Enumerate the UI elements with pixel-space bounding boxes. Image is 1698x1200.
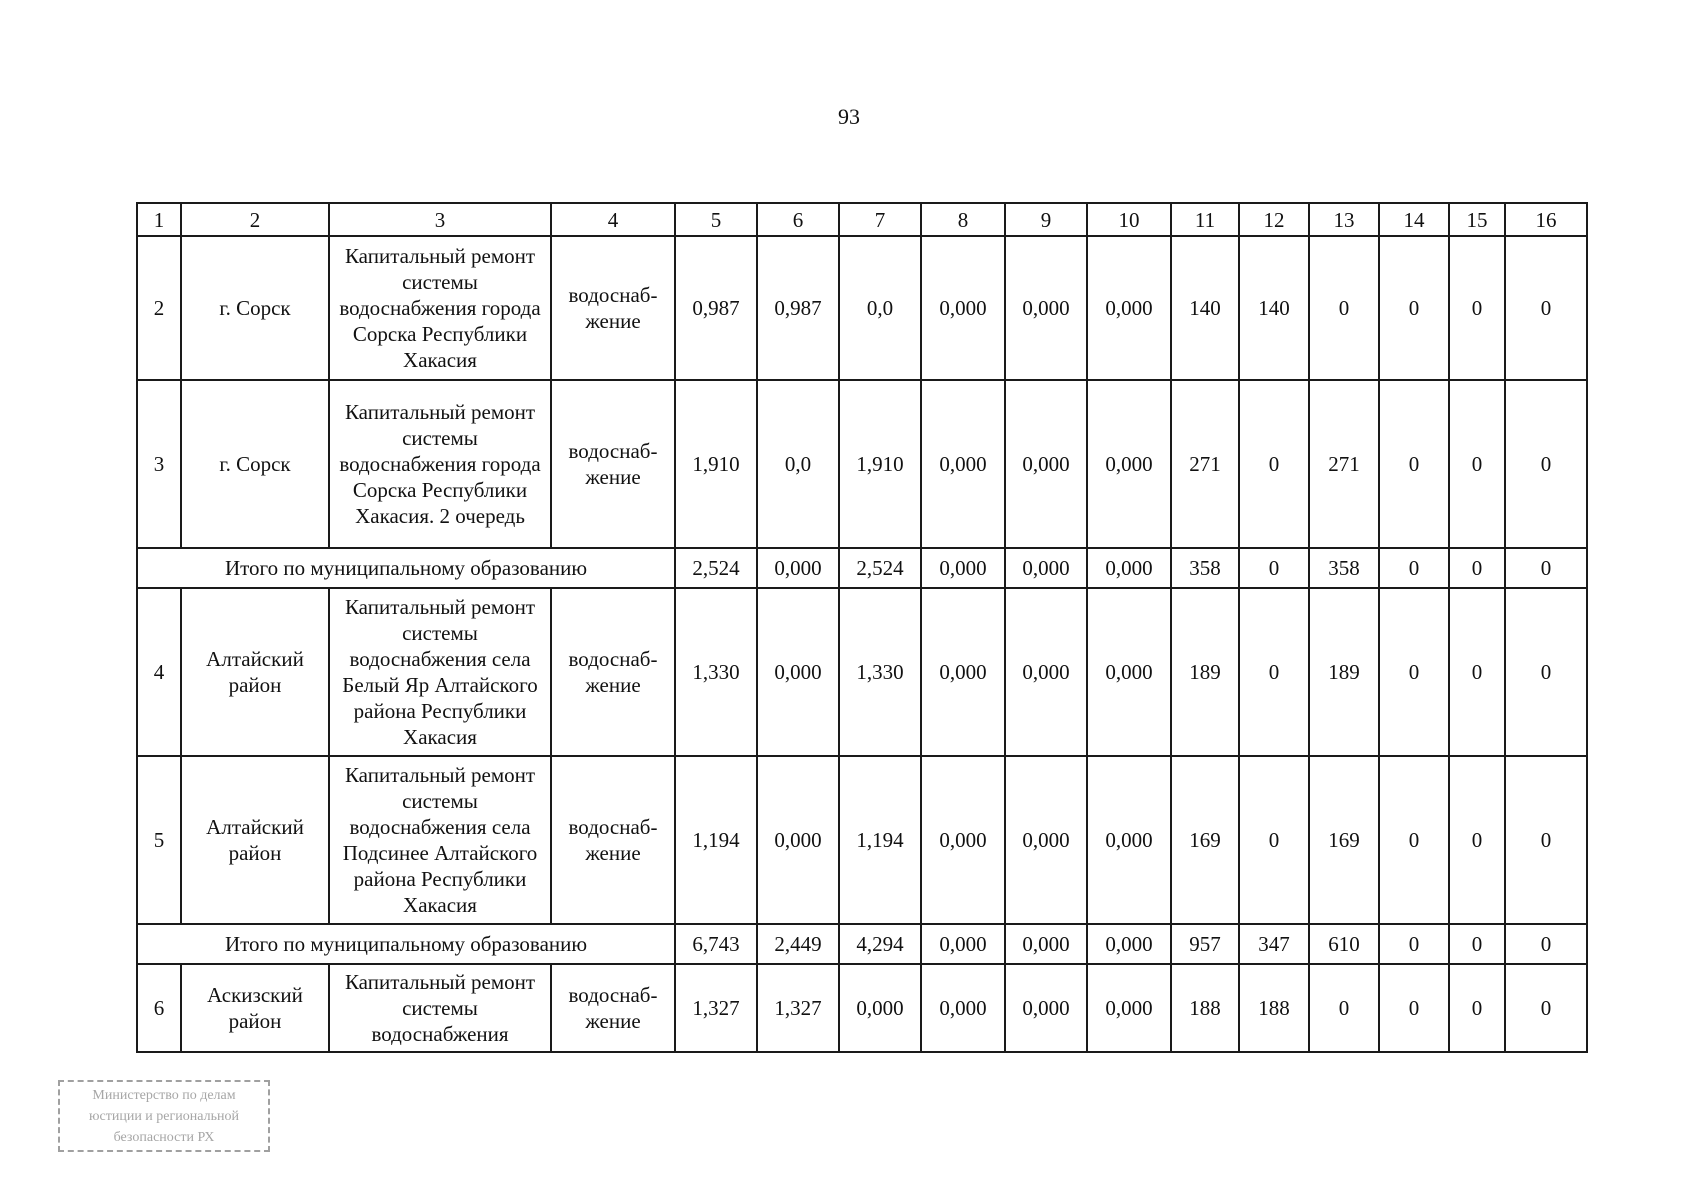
value-cell: 169: [1171, 756, 1239, 924]
column-header: 3: [329, 203, 551, 236]
municipality-cell: Алтайский район: [181, 588, 329, 756]
value-cell: 358: [1309, 548, 1379, 588]
value-cell: 0: [1505, 236, 1587, 380]
table-row: [137, 380, 1587, 548]
value-cell: 0: [1379, 964, 1449, 1052]
project-cell: Капитальный ремонт системы водоснабжения села Белый Яр Алтайского района Республики Хакасия: [329, 588, 551, 756]
value-cell: 0,0: [839, 236, 921, 380]
value-cell: 0: [1449, 756, 1505, 924]
column-header: 10: [1087, 203, 1171, 236]
value-cell: 189: [1171, 588, 1239, 756]
value-cell: 1,194: [675, 756, 757, 924]
value-cell: 0: [1505, 548, 1587, 588]
value-cell: 0,000: [921, 756, 1005, 924]
value-cell: 0: [1309, 236, 1379, 380]
value-cell: 0: [1239, 756, 1309, 924]
value-cell: 0,000: [1087, 964, 1171, 1052]
row-number: 5: [137, 756, 181, 924]
row-number: 2: [137, 236, 181, 380]
value-cell: 358: [1171, 548, 1239, 588]
column-header: 6: [757, 203, 839, 236]
value-cell: 0: [1449, 236, 1505, 380]
table-row: [137, 756, 1587, 924]
value-cell: 2,449: [757, 924, 839, 964]
value-cell: 0,000: [921, 548, 1005, 588]
ministry-stamp: [58, 1080, 270, 1152]
subtotal-row: [137, 548, 1587, 588]
column-header: 2: [181, 203, 329, 236]
column-header: 12: [1239, 203, 1309, 236]
table-row: [137, 588, 1587, 756]
value-cell: 0,0: [757, 380, 839, 548]
stamp-line: Министерство по делам: [92, 1088, 236, 1103]
value-cell: 0,000: [839, 964, 921, 1052]
value-cell: 0,000: [1087, 924, 1171, 964]
value-cell: 0,000: [921, 964, 1005, 1052]
column-header: 11: [1171, 203, 1239, 236]
value-cell: 0: [1379, 924, 1449, 964]
category-cell: водоснаб-жение: [551, 588, 675, 756]
value-cell: 1,910: [675, 380, 757, 548]
column-header: 7: [839, 203, 921, 236]
row-number: 6: [137, 964, 181, 1052]
project-cell: Капитальный ремонт системы водоснабжения города Сорска Республики Хакасия. 2 очередь: [329, 380, 551, 548]
value-cell: 0,000: [1005, 924, 1087, 964]
municipality-cell: г. Сорск: [181, 380, 329, 548]
column-header: 9: [1005, 203, 1087, 236]
value-cell: 0: [1309, 964, 1379, 1052]
value-cell: 188: [1239, 964, 1309, 1052]
value-cell: 1,910: [839, 380, 921, 548]
value-cell: 0: [1449, 380, 1505, 548]
table-row: [137, 236, 1587, 380]
value-cell: 0: [1379, 548, 1449, 588]
row-number: 3: [137, 380, 181, 548]
value-cell: 957: [1171, 924, 1239, 964]
category-cell: водоснаб-жение: [551, 964, 675, 1052]
value-cell: 0,000: [757, 756, 839, 924]
value-cell: 0: [1379, 380, 1449, 548]
value-cell: 0,987: [675, 236, 757, 380]
value-cell: 0: [1505, 964, 1587, 1052]
table-header-row: [137, 203, 1587, 236]
value-cell: 0: [1379, 756, 1449, 924]
value-cell: 1,330: [839, 588, 921, 756]
value-cell: 0,000: [1005, 964, 1087, 1052]
value-cell: 0: [1239, 548, 1309, 588]
value-cell: 1,330: [675, 588, 757, 756]
column-header: 15: [1449, 203, 1505, 236]
value-cell: 6,743: [675, 924, 757, 964]
value-cell: 0,000: [1005, 236, 1087, 380]
stamp-line: юстиции и региональной: [89, 1109, 239, 1124]
value-cell: 0,000: [1005, 756, 1087, 924]
municipality-cell: Аскизский район: [181, 964, 329, 1052]
column-header: 14: [1379, 203, 1449, 236]
municipality-cell: Алтайский район: [181, 756, 329, 924]
value-cell: 271: [1309, 380, 1379, 548]
value-cell: 0: [1449, 964, 1505, 1052]
value-cell: 0,000: [1087, 236, 1171, 380]
value-cell: 0,000: [1087, 380, 1171, 548]
value-cell: 271: [1171, 380, 1239, 548]
value-cell: 0,000: [1005, 548, 1087, 588]
value-cell: 0,000: [1005, 588, 1087, 756]
value-cell: 189: [1309, 588, 1379, 756]
value-cell: 188: [1171, 964, 1239, 1052]
value-cell: 0,000: [921, 924, 1005, 964]
subtotal-label: Итого по муниципальному образованию: [137, 548, 675, 588]
column-header: 16: [1505, 203, 1587, 236]
row-number: 4: [137, 588, 181, 756]
value-cell: 169: [1309, 756, 1379, 924]
value-cell: 2,524: [675, 548, 757, 588]
value-cell: 610: [1309, 924, 1379, 964]
value-cell: 0: [1505, 924, 1587, 964]
value-cell: 0,987: [757, 236, 839, 380]
column-header: 4: [551, 203, 675, 236]
value-cell: 0: [1505, 380, 1587, 548]
value-cell: 1,327: [757, 964, 839, 1052]
value-cell: 0,000: [921, 236, 1005, 380]
value-cell: 0: [1505, 588, 1587, 756]
value-cell: 0,000: [921, 588, 1005, 756]
data-table: [136, 202, 1588, 1053]
value-cell: 4,294: [839, 924, 921, 964]
stamp-line: безопасности РХ: [113, 1130, 215, 1145]
value-cell: 1,194: [839, 756, 921, 924]
project-cell: Капитальный ремонт системы водоснабжения села Подсинее Алтайского района Республики Хакасия: [329, 756, 551, 924]
value-cell: 0: [1449, 924, 1505, 964]
value-cell: 0: [1379, 588, 1449, 756]
column-header: 13: [1309, 203, 1379, 236]
value-cell: 0: [1379, 236, 1449, 380]
value-cell: 0: [1239, 380, 1309, 548]
column-header: 5: [675, 203, 757, 236]
value-cell: 0,000: [1087, 756, 1171, 924]
value-cell: 0: [1239, 588, 1309, 756]
subtotal-row: [137, 924, 1587, 964]
subtotal-label: Итого по муниципальному образованию: [137, 924, 675, 964]
value-cell: 347: [1239, 924, 1309, 964]
value-cell: 0,000: [921, 380, 1005, 548]
value-cell: 140: [1171, 236, 1239, 380]
column-header: 8: [921, 203, 1005, 236]
table-row: [137, 964, 1587, 1052]
value-cell: 0: [1449, 548, 1505, 588]
column-header: 1: [137, 203, 181, 236]
category-cell: водоснаб-жение: [551, 236, 675, 380]
value-cell: 0,000: [1005, 380, 1087, 548]
value-cell: 0,000: [757, 588, 839, 756]
value-cell: 0,000: [757, 548, 839, 588]
value-cell: 0: [1449, 588, 1505, 756]
value-cell: 0: [1505, 756, 1587, 924]
municipality-cell: г. Сорск: [181, 236, 329, 380]
page-number: 93: [838, 104, 860, 129]
value-cell: 1,327: [675, 964, 757, 1052]
value-cell: 2,524: [839, 548, 921, 588]
category-cell: водоснаб-жение: [551, 756, 675, 924]
value-cell: 0,000: [1087, 548, 1171, 588]
project-cell: Капитальный ремонт системы водоснабжения города Сорска Республики Хакасия: [329, 236, 551, 380]
value-cell: 0,000: [1087, 588, 1171, 756]
category-cell: водоснаб-жение: [551, 380, 675, 548]
project-cell: Капитальный ремонт системы водоснабжения: [329, 964, 551, 1052]
value-cell: 140: [1239, 236, 1309, 380]
